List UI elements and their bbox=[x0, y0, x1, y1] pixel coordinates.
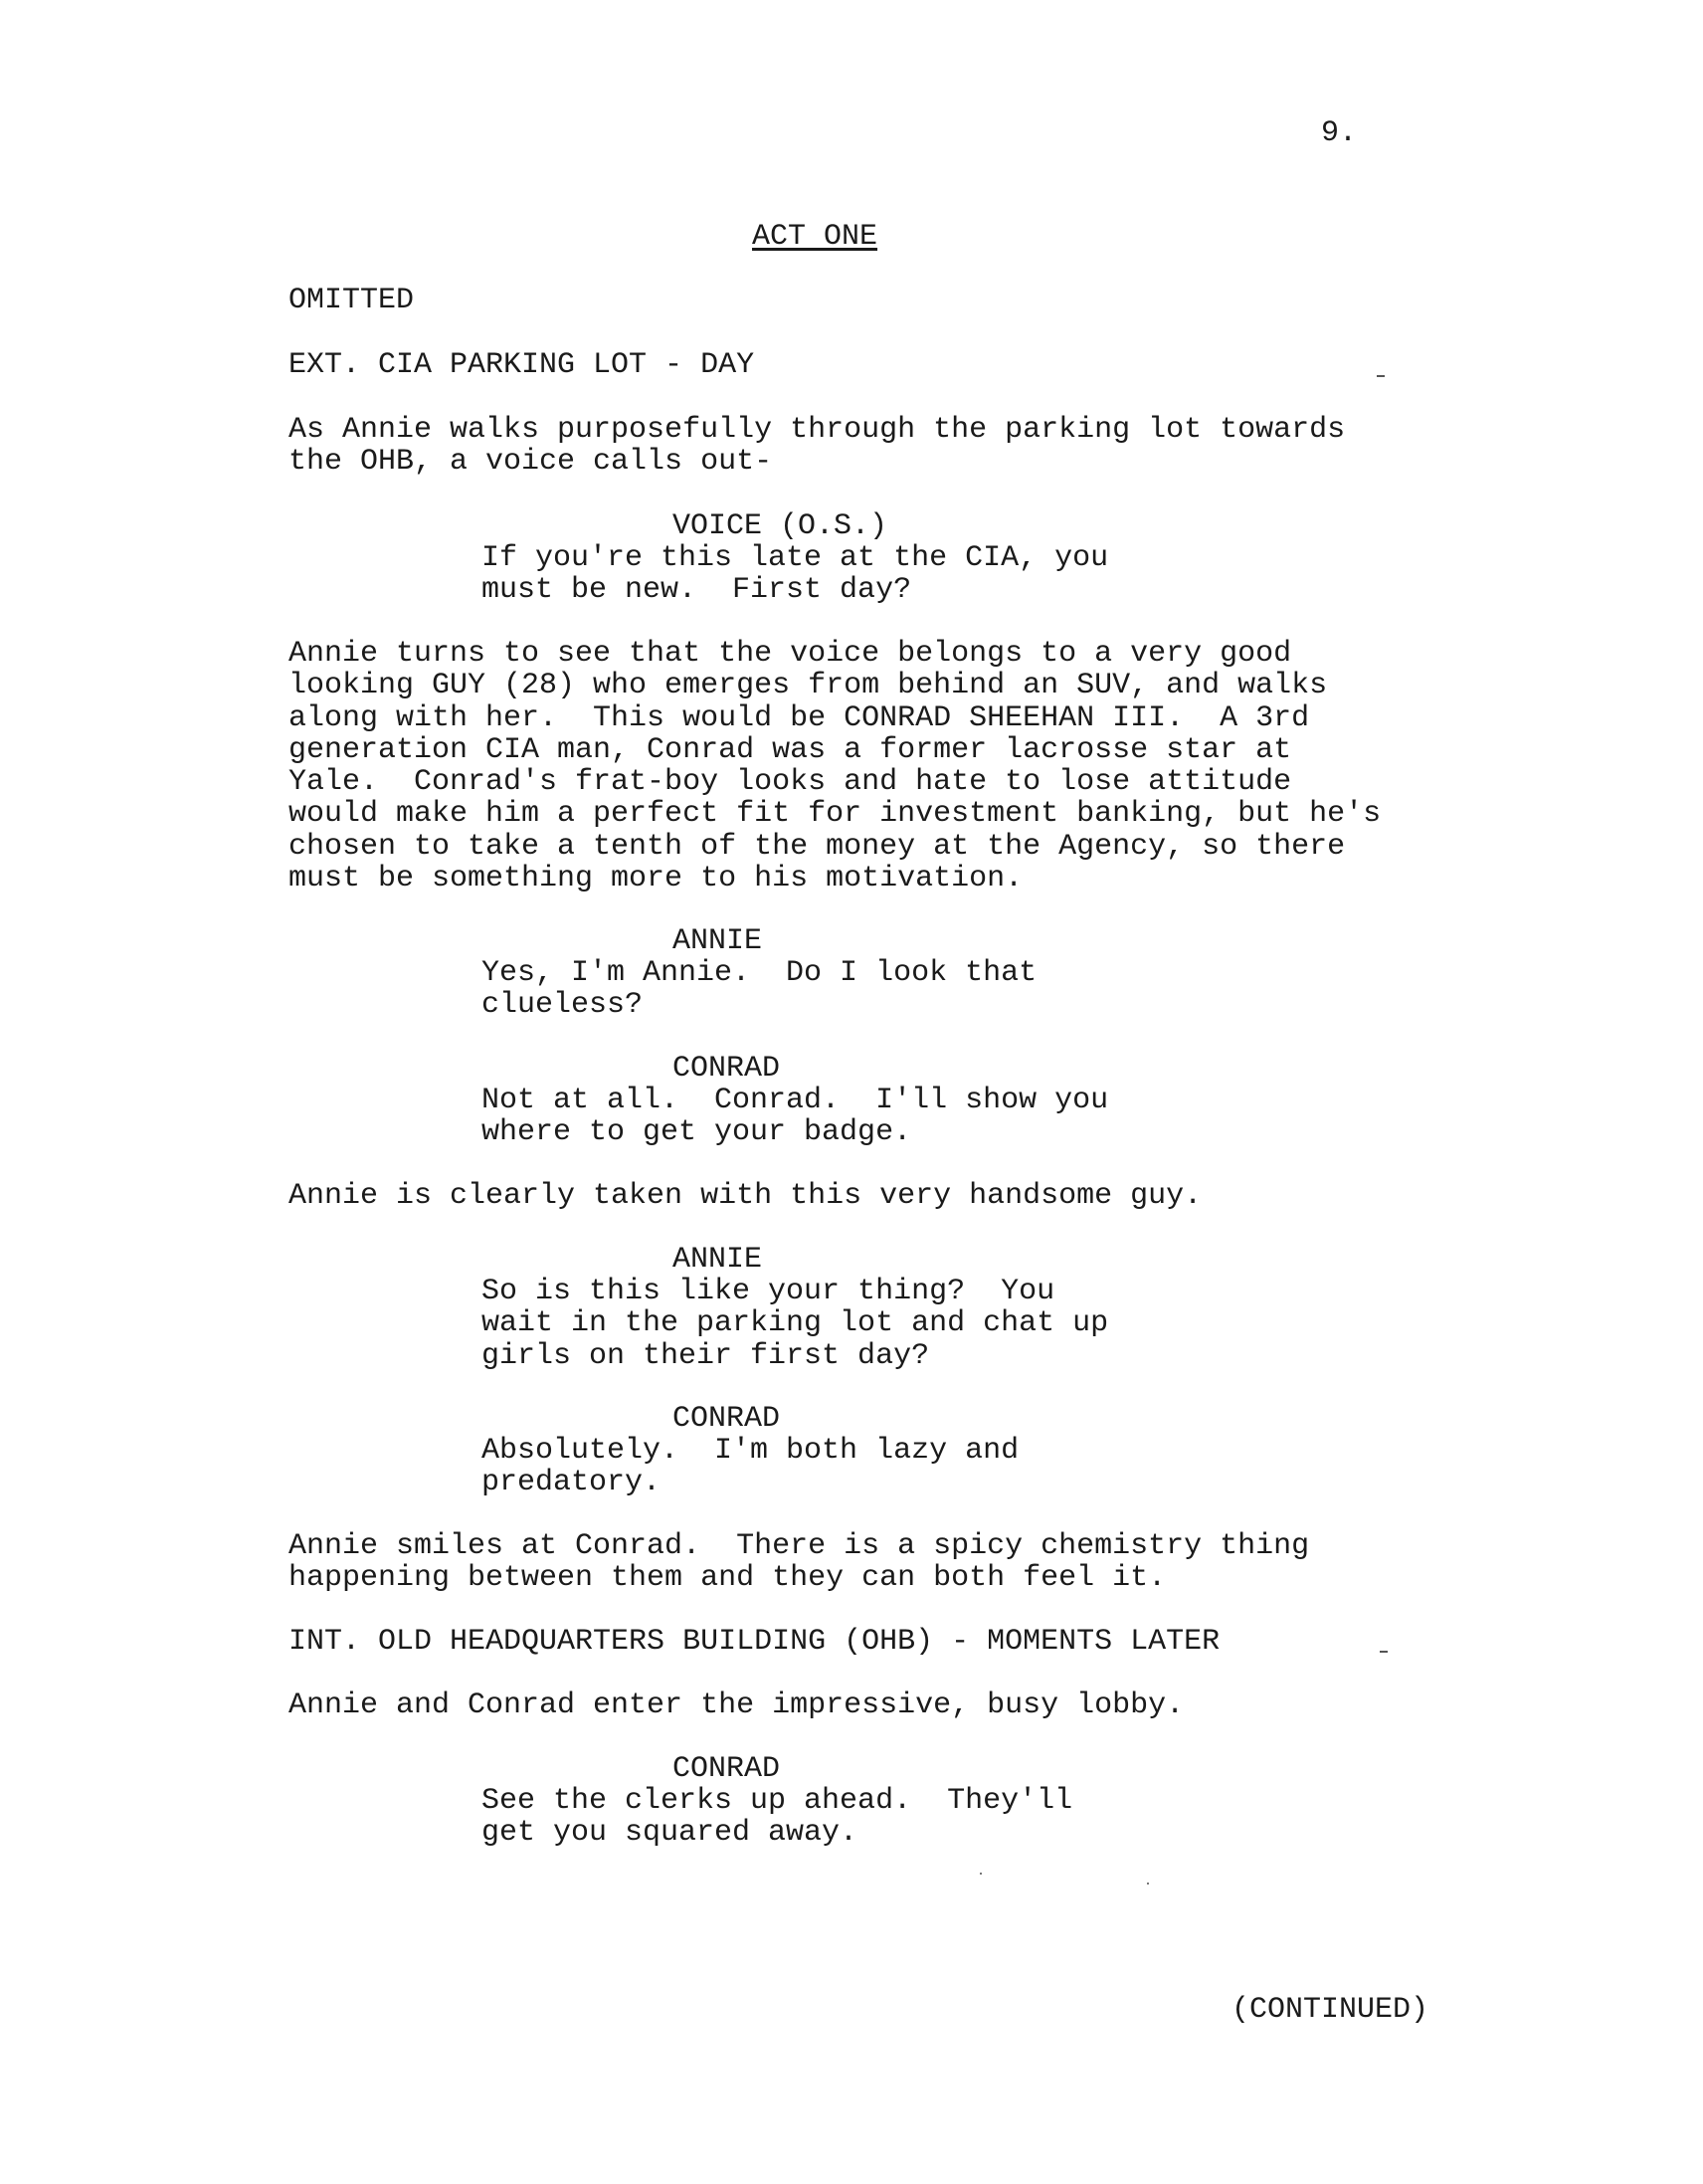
stray-mark bbox=[1147, 1883, 1149, 1885]
character-name: ANNIE bbox=[672, 1243, 763, 1277]
dialogue-text: So is this like your thing? You wait in the parking lot and chat up girls on their first day? bbox=[481, 1275, 1109, 1373]
revision-mark bbox=[1380, 1651, 1388, 1653]
scene-heading-ohb: INT. OLD HEADQUARTERS BUILDING (OHB) - MOMENTS LATER bbox=[288, 1625, 1221, 1659]
action-paragraph: Annie and Conrad enter the impressive, busy lobby. bbox=[288, 1688, 1185, 1722]
action-paragraph: Annie smiles at Conrad. There is a spicy chemistry thing happening between them and they can both feel it. bbox=[288, 1529, 1310, 1596]
character-name: ANNIE bbox=[672, 924, 763, 958]
act-title: ACT ONE bbox=[752, 220, 878, 254]
stray-mark bbox=[980, 1873, 982, 1875]
scene-omitted: OMITTED bbox=[288, 284, 415, 317]
page-number: 9. bbox=[1321, 116, 1358, 150]
character-name: CONRAD bbox=[672, 1052, 781, 1086]
character-name: CONRAD bbox=[672, 1402, 781, 1436]
dialogue-text: Yes, I'm Annie. Do I look that clueless? bbox=[481, 956, 1038, 1023]
dialogue-text: If you're this late at the CIA, you must be new. First day? bbox=[481, 541, 1109, 608]
action-paragraph: Annie is clearly taken with this very handsome guy. bbox=[288, 1179, 1203, 1213]
dialogue-text: Absolutely. I'm both lazy and predatory. bbox=[481, 1434, 1020, 1500]
continued-label: (CONTINUED) bbox=[1231, 1993, 1429, 2027]
action-paragraph: As Annie walks purposefully through the parking lot towards the OHB, a voice calls out- bbox=[288, 413, 1346, 480]
action-paragraph: Annie turns to see that the voice belongs to a very good looking GUY (28) who emerges from behind an SUV, and walks along with her. This would be CONRAD SHEEHAN III. A 3rd generation CIA man, Conrad was a former lacrosse star at Yale. Conrad's frat-boy looks and hate to lose attitude would make him a perfect fit for investment banking, but he's chosen to take a tenth of the money at the Agency, so there must be something more to his motivation. bbox=[288, 637, 1382, 896]
character-name: CONRAD bbox=[672, 1752, 781, 1786]
scene-heading-parking: EXT. CIA PARKING LOT - DAY bbox=[288, 348, 755, 382]
dialogue-text: Not at all. Conrad. I'll show you where to get your badge. bbox=[481, 1084, 1109, 1150]
dialogue-text: See the clerks up ahead. They'll get you squared away. bbox=[481, 1784, 1073, 1851]
character-name: VOICE (O.S.) bbox=[672, 509, 888, 543]
revision-mark bbox=[1377, 375, 1385, 377]
